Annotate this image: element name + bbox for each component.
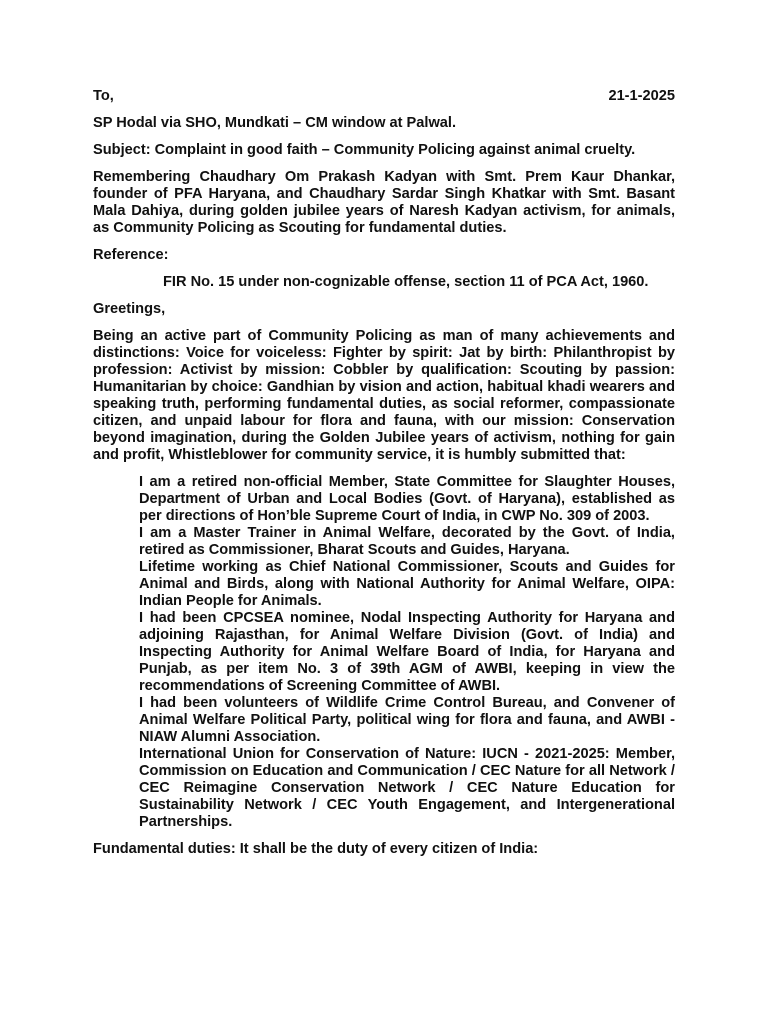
remembering-paragraph: Remembering Chaudhary Om Prakash Kadyan with Smt. Prem Kaur Dhankar, founder of PFA Haryana, and Chaudhary Sardar Singh Khatkar with Smt. Basant Mala Dahiya, during golden jubilee years of Naresh Kadyan activism, for animals, as Community Policing as Scouting for fundamental duties. — [93, 169, 675, 236]
list-item: I am a retired non-official Member, State Committee for Slaughter Houses, Department of Urban and Local Bodies (Govt. of Haryana), established as per directions of Hon’ble Supreme Court of India, in CWP No. 309 of 2003. — [139, 474, 675, 524]
submission-points — [139, 474, 675, 831]
subject-line: Subject: Complaint in good faith – Community Policing against animal cruelty. — [93, 142, 636, 158]
list-item: I had been CPCSEA nominee, Nodal Inspecting Authority for Haryana and adjoining Rajasthan, for Animal Welfare Division (Govt. of India) and Inspecting Authority for Animal Welfare Board of India, for Haryana and Punjab, as per item No. 3 of 39th AGM of AWBI, keeping in view the recommendations of Screening Committee of AWBI. — [139, 610, 675, 694]
reference-label: Reference: — [93, 247, 169, 263]
letter-header — [93, 88, 675, 105]
fundamental-duties-heading: Fundamental duties: It shall be the duty of every citizen of India: — [93, 841, 539, 857]
list-item: International Union for Conservation of Nature: IUCN - 2021-2025: Member, Commission on Education and Communication / CEC Nature for all Network / CEC Reimagine Conservation Network / CEC Nature Education for Sustainability Network / CEC Youth Engagement, and Intergenerational Partnerships. — [139, 746, 675, 830]
letter-date: 21-1-2025 — [608, 88, 675, 104]
list-item: Lifetime working as Chief National Commissioner, Scouts and Guides for Animal and Birds, along with National Authority for Animal Welfare, OIPA: Indian People for Animals. — [139, 559, 675, 609]
letter-page — [93, 88, 675, 868]
greeting: Greetings, — [93, 301, 166, 317]
reference-text: FIR No. 15 under non-cognizable offense, section 11 of PCA Act, 1960. — [163, 274, 649, 290]
addressee: SP Hodal via SHO, Mundkati – CM window at Palwal. — [93, 115, 457, 131]
salutation-to: To, — [93, 88, 114, 104]
list-item: I am a Master Trainer in Animal Welfare, decorated by the Govt. of India, retired as Commissioner, Bharat Scouts and Guides, Haryana. — [139, 525, 675, 558]
intro-paragraph: Being an active part of Community Policing as man of many achievements and distinctions: Voice for voiceless: Fighter by spirit: Jat by birth: Philanthropist by profession: Activist by mission: Cobbler by qualification: Scouting by passion: Humanitarian by choice: Gandhian by vision and action, habitual khadi wearers and speaking truth, performing fundamental duties, as social reformer, compassionate citizen, and unpaid labour for flora and fauna, with our mission: Conservation beyond imagination, during the Golden Jubilee years of activism, nothing for gain and profit, Whistleblower for community service, it is humbly submitted that: — [93, 328, 675, 463]
list-item: I had been volunteers of Wildlife Crime Control Bureau, and Convener of Animal Welfare Political Party, political wing for flora and fauna, and AWBI - NIAW Alumni Association. — [139, 695, 675, 745]
